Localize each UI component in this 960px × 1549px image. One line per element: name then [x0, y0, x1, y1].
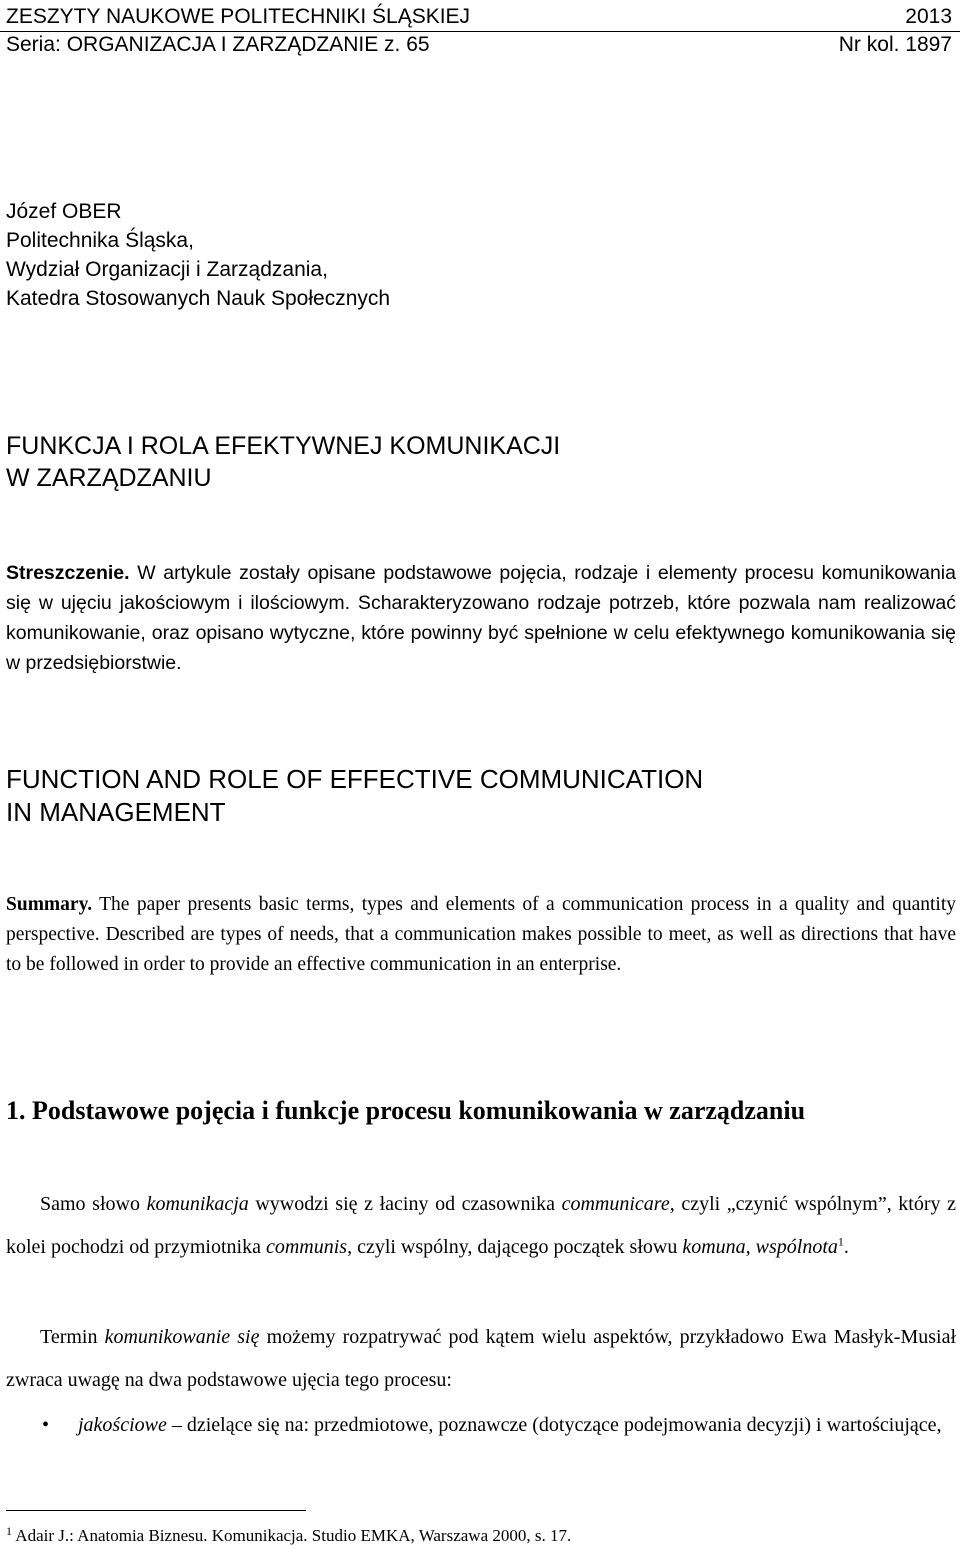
para1-text-4: , czyli wspólny, dającego początek słowu	[347, 1236, 683, 1258]
para1-text-6: .	[843, 1236, 849, 1258]
abstract-en	[6, 890, 956, 980]
header-rule	[0, 31, 960, 32]
term-wspolnota: wspólnota	[755, 1236, 838, 1258]
term-komunikacja: komunikacja	[146, 1193, 249, 1215]
para2-text-2: możemy rozpatrywać pod kątem wielu aspektów, przykładowo Ewa Masłyk-Musiał zwraca uwagę na dwa podstawowe ujęcia tego procesu:	[6, 1326, 956, 1391]
bullet-icon: •	[42, 1414, 50, 1436]
footnote	[6, 1520, 571, 1547]
series-name: Seria: ORGANIZACJA I ZARZĄDZANIE z. 65	[6, 33, 430, 56]
para1-text-3: czyli „czynić wspólnym”, który z kolei pochodzi od przymiotnika	[6, 1193, 957, 1258]
title-pl-line-1: FUNKCJA I ROLA EFEKTYWNEJ KOMUNIKACJI	[6, 432, 561, 460]
author-block	[6, 197, 390, 313]
journal-year: 2013	[905, 5, 952, 28]
para1-text-5: ,	[745, 1236, 756, 1258]
issue-number: Nr kol. 1897	[838, 33, 952, 56]
para1-text-2: wywodzi się z łaciny od czasownika	[248, 1193, 562, 1215]
author-affiliation-university: Politechnika Śląska,	[6, 229, 194, 252]
paper-title-en	[6, 763, 703, 829]
abstract-en-label: Summary.	[6, 894, 93, 915]
body-paragraph-2	[6, 1316, 956, 1402]
bullet-text: – dzielące się na: przedmiotowe, poznawcze (dotyczące podejmowania decyzji) i wartościujące,	[166, 1414, 942, 1436]
abstract-pl-text: W artykule zostały opisane podstawowe pojęcia, rodzaje i elementy procesu komunikowania się w ujęciu jakościowym i ilościowym. Scharakteryzowano rodzaje potrzeb, które pozwala nam realizować komunikowanie, oraz opisano wytyczne, które powinny być spełnione w celu efektywnego komunikowania się w przedsiębiorstwie.	[6, 562, 956, 674]
list-item	[6, 1404, 956, 1447]
title-en-line-2: IN MANAGEMENT	[6, 797, 226, 827]
footnote-ref-1[interactable]: 1	[837, 1234, 844, 1249]
journal-header	[6, 4, 952, 30]
journal-name: ZESZYTY NAUKOWE POLITECHNIKI ŚLĄSKIEJ	[6, 5, 471, 28]
section-heading: 1. Podstawowe pojęcia i funkcje procesu komunikowania w zarządzaniu	[6, 1096, 806, 1125]
footnote-number: 1	[6, 1524, 12, 1538]
body-paragraph-1	[6, 1183, 956, 1269]
author-affiliation-department: Katedra Stosowanych Nauk Społecznych	[6, 287, 391, 310]
abstract-en-text: The paper presents basic terms, types and elements of a communication process in a quality and quantity perspective. Described are types of needs, that a communication makes possible to meet, as well as directions that have to be followed in order to provide an effective communication in an enterprise.	[6, 894, 956, 975]
para1-text-1: Samo słowo	[40, 1193, 147, 1215]
series-header	[6, 32, 952, 58]
author-affiliation-faculty: Wydział Organizacji i Zarządzania,	[6, 258, 328, 281]
abstract-pl	[6, 558, 956, 678]
para2-text-1: Termin	[40, 1326, 105, 1348]
author-name: Józef OBER	[6, 200, 122, 223]
term-komuna: komuna	[682, 1236, 746, 1258]
footnote-text: Adair J.: Anatomia Biznesu. Komunikacja. Studio EMKA, Warszawa 2000, s. 17.	[12, 1526, 572, 1545]
footnote-rule	[6, 1510, 306, 1511]
term-komunikowanie-sie: komunikowanie się	[104, 1326, 260, 1348]
term-jakosciowe: jakościowe	[78, 1414, 167, 1436]
term-communicare: communicare,	[561, 1193, 675, 1215]
title-pl-line-2: W ZARZĄDZANIU	[6, 464, 212, 492]
term-communis: communis	[265, 1236, 348, 1258]
paper-title-pl	[6, 430, 560, 494]
abstract-pl-label: Streszczenie.	[6, 562, 130, 584]
title-en-line-1: FUNCTION AND ROLE OF EFFECTIVE COMMUNICATION	[6, 764, 704, 794]
